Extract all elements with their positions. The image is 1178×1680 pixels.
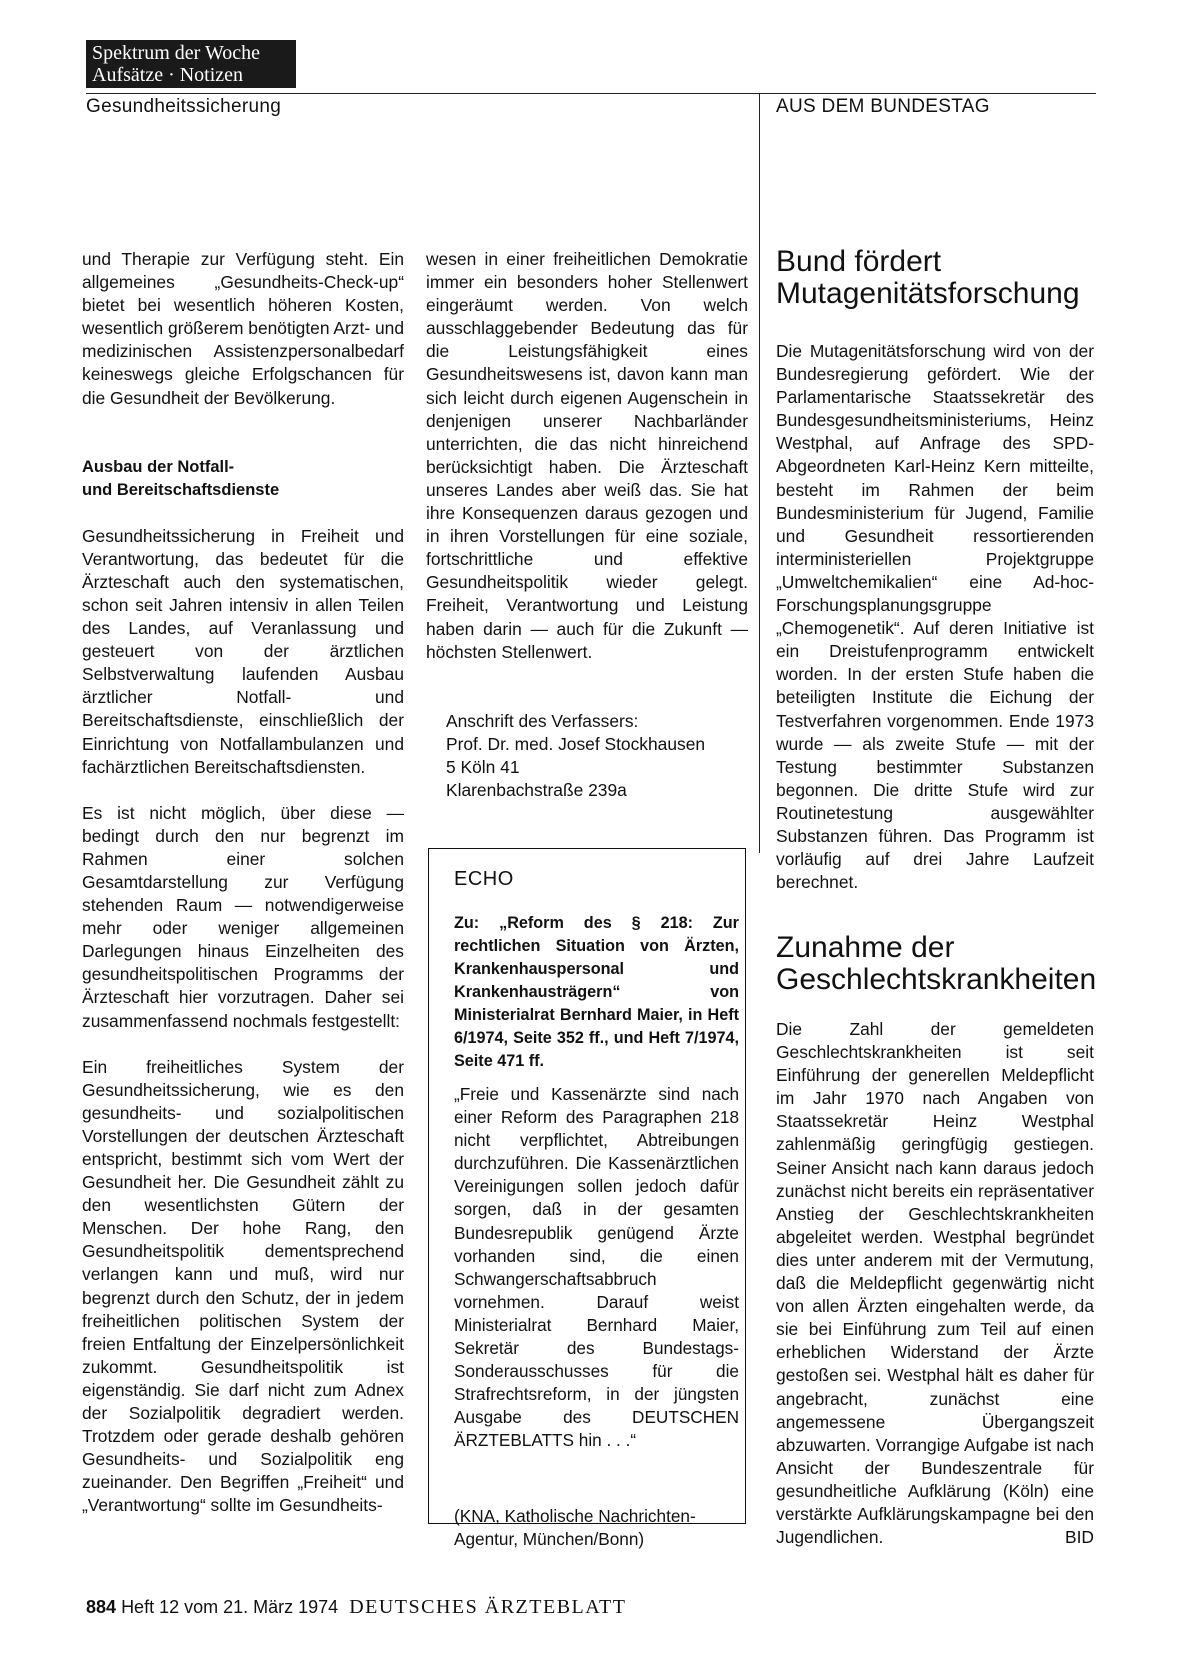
issue-info: Heft 12 vom 21. März 1974 (121, 1597, 339, 1617)
page-number: 884 (86, 1597, 117, 1617)
col3-paragraph-1: Die Mutagenitätsforschung wird von der Bundesregierung gefördert. Wie der Parlamentarische Staatssekretär des Bundesgesundheitsministeriums, Heinz Westphal, auf Anfrage des SPD-Abgeordneten Karl-Heinz Kern mitteilte, besteht im Rahmen der beim Bundesministerium für Jugend, Familie und Gesundheit ressortierenden interministeriellen Projektgruppe „Umweltchemikalien“ eine Ad-hoc-Forschungsplanungsgruppe „Chemogenetik“. Auf deren Initiative ist ein Dreistufenprogramm entwickelt worden. In der ersten Stufe haben die beteiligten Institute die Eichung der Testverfahren vorgenommen. Ende 1973 wurde — als zweite Stufe — mit der Testung bestimmter Substanzen begonnen. Die dritte Stufe wird zur Routinetestung ausgewählter Substanzen führen. Das Programm ist vorläufig auf drei Jahre Laufzeit berechnet. (776, 341, 1094, 893)
col1-paragraph-3: Es ist nicht möglich, über diese — bedingt durch den nur begrenzt im Rahmen einer solchen Gesamtdarstellung zur Verfügung stehenden Raum — notwendigerweise mehr oder weniger allgemeinen Darlegungen hinaus Einzelheiten des gesundheitspolitischen Programms der Ärzteschaft hier vorzutragen. Daher sei zusammenfassend nochmals festgestellt: (82, 802, 404, 1031)
author-address (446, 710, 756, 802)
column-divider (759, 93, 760, 853)
headline-mutagenitaet (776, 246, 1106, 310)
col1-subheading-line-1: Ausbau der Notfall- (82, 457, 235, 476)
header-rule (86, 93, 1096, 94)
headline-2-line-2: Geschlechtskrankheiten (776, 963, 1097, 996)
echo-lead: Zu: „Reform des § 218: Zur rechtlichen Situation von Ärzten, Krankenhauspersonal und Krankenhausträgern“ von Ministerialrat Bernhard Maier, in Heft 6/1974, Seite 352 ff., und Heft 7/1974, Seite 471 ff. (454, 914, 739, 1070)
col1-paragraph-4: Ein freiheitliches System der Gesundheitssicherung, wie es den gesundheits- und sozialpolitischen Vorstellungen der deutschen Ärzteschaft entspricht, bestimmt sich vom Wert der Gesundheit her. Die Gesundheit zählt zu den wesentlichsten Gütern der Menschen. Der hohe Rang, den Gesundheitspolitik dementsprechend verlangen kann und muß, wird nur begrenzt durch den Schutz, der in jedem freiheitlichen politischen System der freien Entfaltung der Einzelpersönlichkeit zukommt. Gesundheitspolitik ist eigenständig. Sie darf nicht zum Adnex der Sozialpolitik degradiert werden. Trotzdem oder gerade deshalb gehören Gesundheits- und Sozialpolitik eng zueinander. Den Begriffen „Freiheit“ und „Verantwortung“ sollte im Gesundheits- (82, 1056, 404, 1516)
col1-subheading (82, 456, 404, 502)
col3-paragraph-2-text: Die Zahl der gemeldeten Geschlechtskrankheiten ist seit Einführung der generellen Meldepflicht im Jahr 1970 nach Angaben von Staatssekretär Heinz Westphal zahlenmäßig geringfügig gestiegen. Seiner Ansicht nach kann daraus jedoch zunächst nicht bereits ein repräsentativer Anstieg der Geschlechtskrankheiten abgeleitet werden. Westphal begründet dies unter anderem mit der Vermutung, daß die Meldepflicht gegenwärtig nicht von allen Ärzten eingehalten werde, da sie bei Einführung zum Teil auf einen erheblichen Widerstand der Ärzte gestoßen sei. Westphal hält es daher für angebracht, zunächst eine angemessene Übergangszeit abzuwarten. Vorrangige Aufgabe ist nach Ansicht der Bundeszentrale für gesundheitliche Aufklärung (Köln) eine verstärkte Aufklärungskampagne bei den Jugendlichen. (776, 1019, 1094, 1548)
headline-geschlechtskrankheiten (776, 932, 1106, 996)
article-mutagenitaet (776, 340, 1094, 894)
col3-paragraph-2 (776, 1018, 1094, 1549)
page-footer (86, 1596, 626, 1619)
headline-1-line-2: Mutagenitätsforschung (776, 277, 1080, 310)
headline-1-line-1: Bund fördert (776, 245, 942, 278)
article-column-2 (426, 248, 748, 664)
section-title-right: AUS DEM BUNDESTAG (776, 96, 990, 117)
address-name: Prof. Dr. med. Josef Stockhausen (446, 734, 706, 755)
col1-paragraph-2: Gesundheitssicherung in Freiheit und Verantwortung, das bedeutet für die Ärzteschaft auch den systematischen, schon seit Jahren intensiv in allen Teilen des Landes, auf Veranlassung und gesteuert von der ärztlichen Selbstverwaltung laufenden Ausbau ärztlicher Notfall- und Bereitschaftsdienste, einschließlich der Einrichtung von Notfallambulanzen und fachärztlichen Bereitschaftsdiensten. (82, 525, 404, 777)
section-brand-box (86, 40, 296, 88)
magazine-title: DEUTSCHES ÄRZTEBLATT (349, 1596, 627, 1618)
brand-line-1: Spektrum der Woche (92, 42, 260, 64)
headline-2-line-1: Zunahme der (776, 931, 955, 964)
address-street: Klarenbachstraße 239a (446, 780, 627, 801)
article-geschlechtskrankheiten (776, 1018, 1094, 1549)
col1-subheading-line-2: und Bereitschaftsdienste (82, 480, 280, 499)
echo-source: (KNA, Katholische Nachrichten-Agentur, München/Bonn) (454, 1506, 696, 1550)
col2-paragraph-1: wesen in einer freiheitlichen Demokratie immer ein besonders hoher Stellenwert eingeräumt werden. Von welch ausschlaggebender Bedeutung das für die Leistungsfähigkeit eines Gesundheitswesens ist, davon kann man sich leicht durch eigenen Augenschein in denjenigen unserer Nachbarländer unterrichten, die das nicht hinreichend berücksichtigt haben. Die Ärzteschaft unseres Landes aber weiß das. Sie hat ihre Konsequenzen daraus gezogen und in ihren Vorstellungen für eine soziale, fortschrittliche und effektive Gesundheitspolitik wieder gelegt. Freiheit, Verantwortung und Leistung haben darin — auch für die Zukunft — höchsten Stellenwert. (426, 249, 748, 662)
address-city: 5 Köln 41 (446, 757, 520, 778)
address-label: Anschrift des Verfassers: (446, 711, 639, 731)
section-title-left: Gesundheitssicherung (86, 96, 282, 117)
brand-line-2: Aufsätze · Notizen (92, 64, 244, 86)
echo-title: ECHO (454, 868, 514, 890)
agency-signature: BID (1065, 1527, 1094, 1548)
col1-paragraph-1: und Therapie zur Verfügung steht. Ein allgemeines „Gesundheits-Check-up“ bietet bei wesentlich höheren Kosten, wesentlich größerem benötigten Arzt- und medizinischen Assistenzpersonalbedarf keineswegs gleiche Erfolgschancen für die Gesundheit der Bevölkerung. (82, 249, 404, 408)
article-column-1 (82, 248, 404, 1518)
echo-quote: „Freie und Kassenärzte sind nach einer Reform des Paragraphen 218 nicht verpflichtet, Abtreibungen durchzuführen. Die Kassenärztlichen Vereinigungen sollen jedoch dafür sorgen, daß in der gesamten Bundesrepublik genügend Ärzte vorhanden sind, die einen Schwangerschaftsabbruch vornehmen. Darauf weist Ministerialrat Bernhard Maier, Sekretär des Bundestags-Sonderausschusses für die Strafrechtsreform, in der jüngsten Ausgabe des DEUTSCHEN ÄRZTEBLATTS hin . . .“ (454, 1084, 739, 1451)
